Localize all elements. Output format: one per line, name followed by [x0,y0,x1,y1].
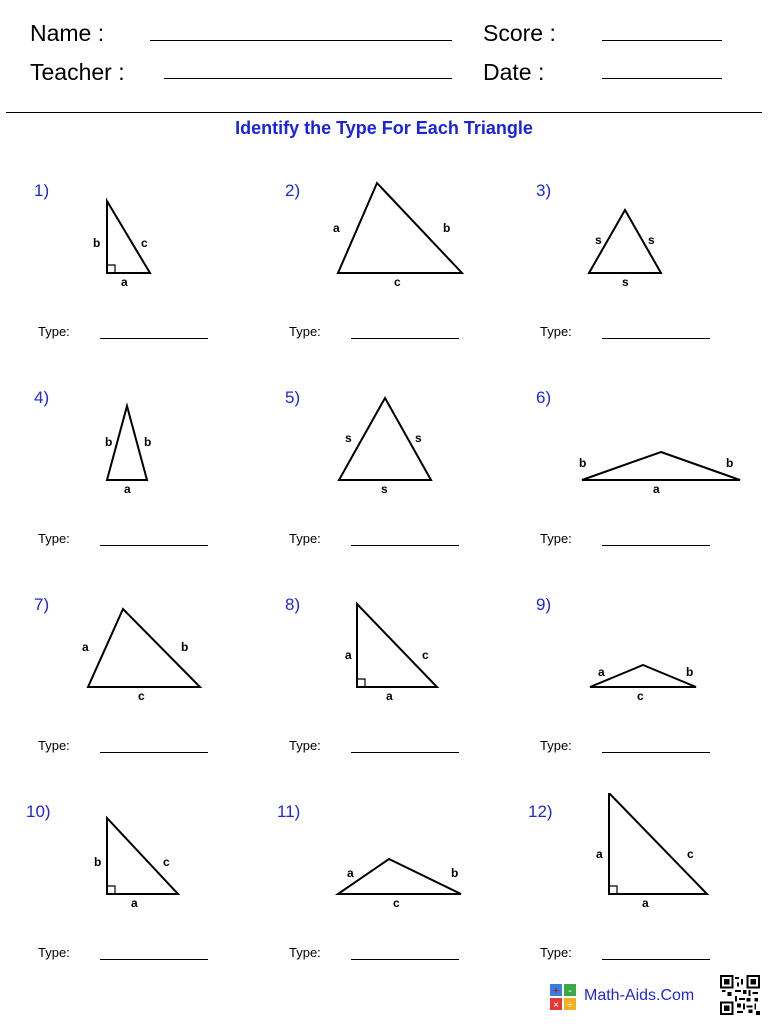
side-label: c [393,896,400,910]
side-label: c [637,689,644,703]
triangle-shape [338,859,461,894]
score-label: Score : [483,20,556,46]
type-label: Type: [540,738,572,753]
type-answer-line[interactable] [602,545,710,546]
type-answer-line[interactable] [602,959,710,960]
qr-code-icon [720,975,760,1015]
type-answer-line[interactable] [602,338,710,339]
triangle-shape [609,793,707,894]
triangle-figure [0,379,250,539]
type-label: Type: [289,324,321,339]
svg-text:+: + [552,985,560,997]
problem-3 [502,172,752,378]
side-label: a [598,665,605,679]
side-label: s [622,275,629,289]
type-label: Type: [38,531,70,546]
problem-12 [502,793,752,999]
side-label: b [93,236,101,250]
score-line[interactable] [602,40,722,41]
site-link[interactable]: Math-Aids.Com [584,987,695,1004]
side-label: a [347,866,354,880]
side-label: c [687,847,694,861]
side-label: c [141,236,148,250]
problem-9 [502,586,752,792]
triangle-shape [590,665,696,687]
date-label: Date : [483,59,545,85]
type-label: Type: [289,738,321,753]
svg-text:×: × [553,1000,559,1010]
name-line[interactable] [150,40,452,41]
right-angle-marker [107,886,115,894]
side-label: a [653,482,660,496]
side-label: s [345,431,352,445]
problem-4 [0,379,250,585]
teacher-line[interactable] [164,78,452,79]
side-label: a [386,689,393,703]
problem-number: 9) [536,595,552,614]
side-label: a [124,482,131,496]
type-answer-line[interactable] [351,959,459,960]
side-label: a [131,896,138,910]
side-label: s [595,233,602,247]
side-label: b [181,640,189,654]
triangle-figure [251,586,501,746]
problem-number: 11) [277,802,301,821]
problem-2 [251,172,501,378]
side-label: b [451,866,459,880]
type-label: Type: [38,945,70,960]
type-label: Type: [540,324,572,339]
problem-7 [0,586,250,792]
side-label: b [579,456,587,470]
header-divider [6,112,762,113]
type-label: Type: [38,324,70,339]
triangle-figure [0,586,250,746]
side-label: s [415,431,422,445]
side-label: c [163,855,170,869]
type-answer-line[interactable] [351,338,459,339]
triangle-figure [0,793,250,953]
side-label: b [105,435,113,449]
side-label: a [596,847,603,861]
problem-6 [502,379,752,585]
right-angle-marker [609,886,617,894]
type-label: Type: [289,531,321,546]
worksheet-title: Identify the Type For Each Triangle [235,118,533,138]
calculator-logo-icon [550,984,576,1010]
teacher-label: Teacher : [30,59,125,85]
type-label: Type: [289,945,321,960]
side-label: a [121,275,128,289]
triangle-figure [251,379,501,539]
triangle-shape [357,604,437,687]
problem-10 [0,793,250,999]
side-label: c [138,689,145,703]
type-answer-line[interactable] [100,338,208,339]
right-angle-marker [357,679,365,687]
side-label: a [345,648,352,662]
side-label: b [94,855,102,869]
triangle-figure [0,172,250,332]
triangle-figure [251,172,501,332]
triangle-figure [502,172,752,332]
problem-number: 8) [285,595,301,614]
problem-number: 4) [34,388,50,407]
problem-number: 12) [528,802,553,821]
type-answer-line[interactable] [351,752,459,753]
side-label: c [422,648,429,662]
problem-number: 3) [536,181,552,200]
problem-number: 7) [34,595,50,614]
triangle-figure [502,379,752,539]
svg-text:-: - [568,985,572,997]
problem-number: 1) [34,181,50,200]
problem-number: 5) [285,388,301,407]
triangle-shape [582,452,740,480]
type-label: Type: [38,738,70,753]
type-answer-line[interactable] [100,752,208,753]
type-answer-line[interactable] [100,545,208,546]
triangle-figure [502,793,752,953]
side-label: b [144,435,152,449]
type-answer-line[interactable] [602,752,710,753]
side-label: b [726,456,734,470]
side-label: a [82,640,89,654]
problem-number: 6) [536,388,552,407]
side-label: c [394,275,401,289]
type-answer-line[interactable] [100,959,208,960]
date-line[interactable] [602,78,722,79]
problem-number: 2) [285,181,301,200]
name-label: Name : [30,20,105,46]
triangle-figure [502,586,752,746]
problem-1 [0,172,250,378]
triangle-figure [251,793,501,953]
problem-8 [251,586,501,792]
svg-text:÷: ÷ [567,1000,573,1010]
type-label: Type: [540,531,572,546]
type-answer-line[interactable] [351,545,459,546]
problem-5 [251,379,501,585]
side-label: s [648,233,655,247]
side-label: s [381,482,388,496]
problem-number: 10) [26,802,51,821]
triangle-shape [107,406,147,480]
side-label: b [686,665,694,679]
side-label: b [443,221,451,235]
type-label: Type: [540,945,572,960]
right-angle-marker [107,265,115,273]
side-label: a [642,896,649,910]
problem-11 [251,793,501,999]
side-label: a [333,221,340,235]
